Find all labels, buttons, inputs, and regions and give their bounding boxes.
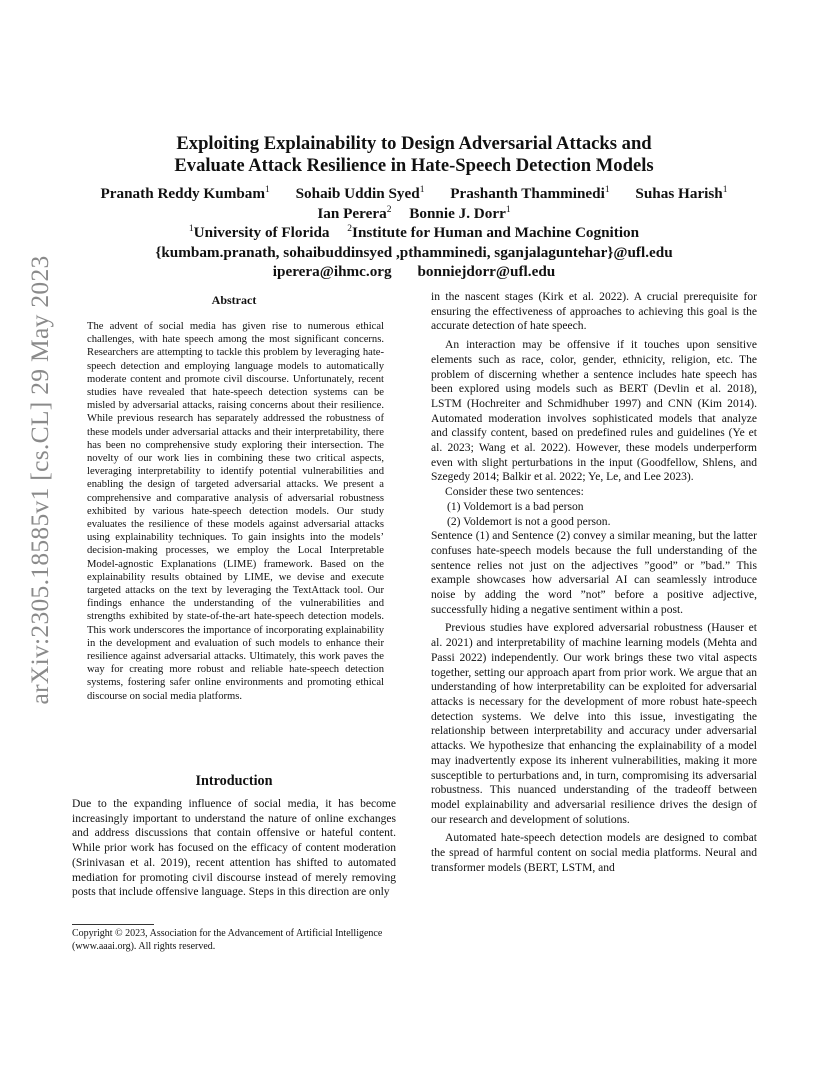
email-line-1: {kumbam.pranath, sohaibuddinsyed ,pthamminedi, sganjalaguntehar}@ufl.edu	[155, 243, 673, 261]
author-line-2	[60, 204, 768, 224]
affiliation-mark: 1	[604, 185, 610, 195]
email-address: bonniejdorr@ufl.edu	[417, 263, 556, 280]
paragraph: Consider these two sentences:	[445, 486, 584, 499]
paragraph: Automated hate-speech detection models are designed to combat the spread of harmful content on social media platforms. Neural and transformer models (BERT, LSTM, and	[431, 832, 757, 874]
footnote-divider	[72, 924, 154, 925]
arxiv-identifier-text: arXiv:2305.18585v1 [cs.CL] 29 May 2023	[25, 255, 54, 705]
example-sentence-2: (2) Voldemort is not a good person.	[447, 515, 611, 528]
affiliation-mark: 1	[722, 185, 728, 195]
author-name: Bonnie J. Dorr	[409, 204, 506, 222]
paper-title	[120, 133, 708, 177]
paragraph: Previous studies have explored adversarial robustness (Hauser et al. 2021) and interpretability of machine learning models (Mehta and Passi 2022) independently. Our work brings these two vital aspects together, setting our approach apart from prior work. We argue that an understanding of how interpretability can be exploited for adversarial attacks is necessary for the development of more robust hate-speech detection systems. We delve into this issue, investigating the relationship between interpretability and accuracy under adversarial attacks. We hypothesize that enhancing the explainability of a model may inadvertently expose its inherent vulnerabilities, making it more susceptible to perturbations and, in turn, compromising its adversarial robustness. This nuanced understanding of the tradeoff between model explainability and adversarial resilience drives the design of our research and development of solutions.	[431, 622, 757, 826]
affiliation-1: University of Florida	[193, 224, 330, 241]
affiliation-mark: 2	[386, 204, 392, 215]
arxiv-identifier-stamp[interactable]	[20, 255, 60, 705]
affiliation-mark: 1	[419, 185, 425, 195]
author-name: Suhas Harish	[635, 185, 723, 202]
paragraph: An interaction may be offensive if it touches upon sensitive elements such as race, color, gender, ethnicity, religion, etc. The problem of discerning whether a sentence includes hate speech has been explored using models such as BERT (Devlin et al. 2018), LSTM (Hochreiter and Schmidhuber 1997) and CNN (Kim 2014). Automated moderation involves sophisticated models that analyze and classify content, based on predefined rules and guidelines (Ye et al. 2023; Wang et al. 2022). However, these models underperform even with slight perturbations in the input (Goodfellow, Shlens, and Szegedy 2014; Balkir et al. 2022; Ye, Le, and Lee 2023).	[431, 339, 757, 484]
author-line-1	[60, 184, 768, 204]
example-sentence-1: (1) Voldemort is a bad person	[447, 500, 584, 513]
right-column	[431, 290, 757, 875]
email-line-2	[60, 262, 768, 282]
affiliation-line	[60, 223, 768, 243]
author-name: Pranath Reddy Kumbam	[100, 185, 266, 202]
author-name: Sohaib Uddin Syed	[295, 185, 420, 202]
introduction-heading: Introduction	[195, 773, 273, 789]
paragraph: Due to the expanding influence of social media, it has become increasingly important to understand the nature of online exchanges and address discussions that contain offensive or hateful content. While prior work has focused on the efficacy of content moderation (Srinivasan et al. 2019), recent attention has shifted to automated mediation for promoting civil discourse instead of merely removing posts that include offensive language. Steps in this direction are only	[72, 798, 396, 899]
author-name: Ian Perera	[317, 204, 387, 222]
abstract-text: The advent of social media has given rise to numerous ethical challenges, with hate speech among the most significant concerns. Researchers are attempting to tackle this problem by leveraging hate-speech detection and employing language models to automatically moderate content and promote civil discourse. Unfortunately, recent studies have revealed that hate-speech detection systems can be misled by adversarial attacks, raising concerns about their resilience. While previous research has separately addressed the robustness of these models under adversarial attacks and their interpretability, there has been no comprehensive study exploring their intersection. The novelty of our work lies in combining these two critical aspects, leveraging interpretability to identify potential vulnerabilities and enabling the design of targeted adversarial attacks. We present a comprehensive and comparative analysis of adversarial robustness exhibited by various hate-speech detection models. Our study evaluates the resilience of these models against adversarial attacks using explainability techniques. To gain insights into the models’ decision-making processes, we employ the Local Interpretable Model-agnostic Explanations (LIME) framework. Based on the explainability results obtained by LIME, we devise and execute targeted attacks on the text by leveraging the TextAttack tool. Our findings enhance the understanding of the vulnerabilities and strengths exhibited by state-of-the-art hate-speech detection models. This work underscores the importance of incorporating explainability in the development and evaluation of such models to enhance their resilience against adversarial attacks. Ultimately, this work paves the way for creating more robust and reliable hate-speech detection systems, fostering safer online environments and promoting ethical discourse on social media platforms.	[87, 321, 384, 702]
email-address: iperera@ihmc.org	[272, 263, 392, 280]
affiliation-mark: 1	[505, 204, 511, 215]
abstract-heading: Abstract	[211, 293, 257, 307]
author-block	[60, 184, 768, 282]
affiliation-2: Institute for Human and Machine Cognition	[352, 224, 640, 241]
paragraph: Sentence (1) and Sentence (2) convey a similar meaning, but the latter confuses hate-speech models because the full understanding of the sentence relies not just on the adjectives ”good” or ”bad.” This example showcases how adversarial AI can seamlessly introduce noise by adding the word ”not” before a positive adjective, successfully hiding a negative sentiment within a post.	[431, 530, 757, 616]
introduction-paragraph	[72, 797, 396, 900]
title-line-2: Evaluate Attack Resilience in Hate-Speech Detection Models	[174, 155, 654, 176]
affiliation-mark: 2	[347, 224, 353, 234]
affiliation-mark: 1	[265, 185, 270, 195]
title-line-1: Exploiting Explainability to Design Adversarial Attacks and	[176, 133, 652, 154]
affiliation-mark: 1	[188, 224, 194, 234]
paragraph: in the nascent stages (Kirk et al. 2022). A crucial prerequisite for ensuring the effectiveness of approaches to achieving this goal is the accurate detection of hate speech.	[431, 291, 757, 333]
author-name: Prashanth Thamminedi	[450, 185, 605, 202]
copyright-footnote: Copyright © 2023, Association for the Advancement of Artificial Intelligence (www.aaai.org). All rights reserved.	[72, 928, 383, 952]
